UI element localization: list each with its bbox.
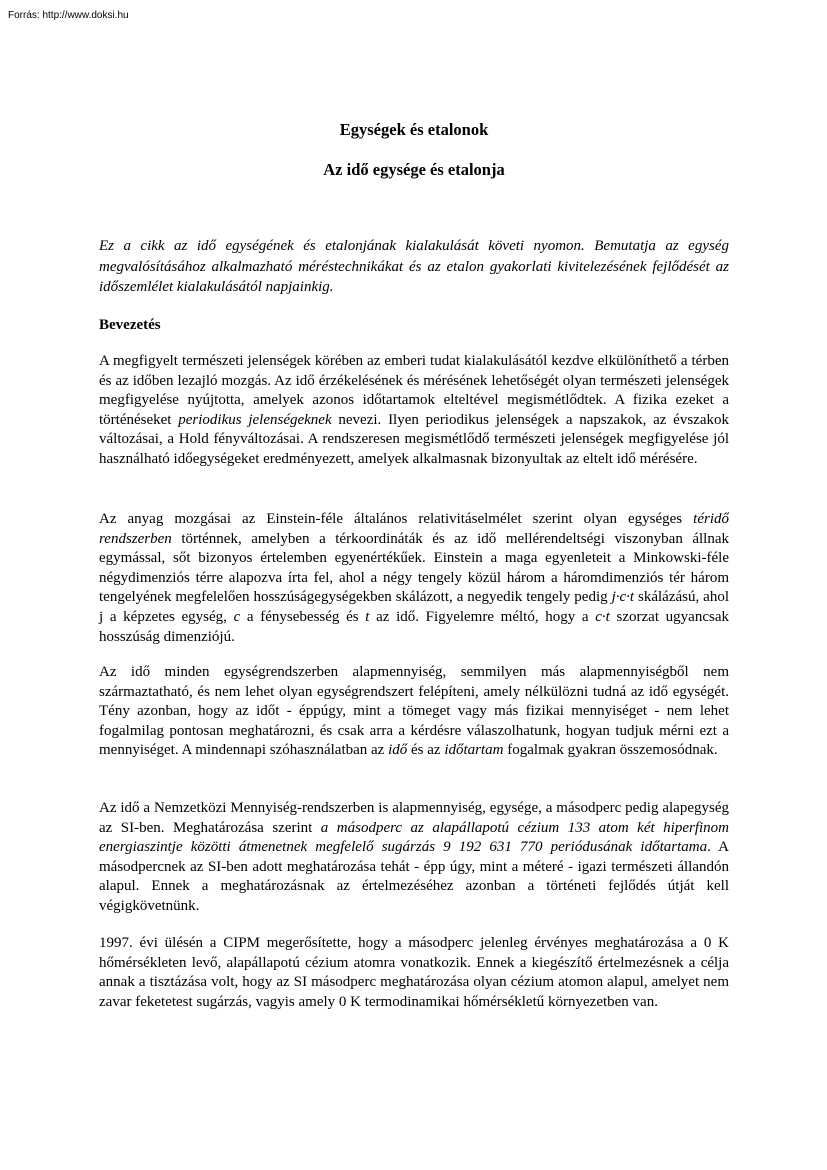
abstract: Ez a cikk az idő egységének és etalonjának kialakulását követi nyomon. Bemutatja az egység megvalósításához alkalmazható méréstechnikákat és az etalon gyakorlati kivitelezésének fejlődését az időszemlélet kialakulásától napjainkig. (99, 238, 729, 295)
paragraph-3: Az idő minden egységrendszerben alapmennyiség, semmilyen más alapmennyiségből nem származtatható, és nem lehet olyan egységrendszert felépíteni, amely nélkülözni tudná az idő egységét. Tény azonban, hogy az időt - éppúgy, mint a tömeget vagy más fizikai mennyiséget - nem lehet fogalmilag pontosan meghatározni, és csak arra a kérdésre válaszolhatunk, hogyan tudjuk mérni ezt a mennyiséget. A mindennapi szóhasználatban az idő és az időtartam fogalmak gyakran összemosódnak. (99, 664, 729, 759)
paragraph-2: Az anyag mozgásai az Einstein-féle általános relativitáselmélet szerint olyan egységes téridő rendszerben történnek, amelyben a térkoordináták és az idő mellérendeltségi viszonyban állnak egymással, sőt bizonyos értelemben egyenértékűek. Einstein a maga egyenleteit a Minkowski-féle négydimenziós térre alapozva írta fel, ahol a négy tengely közül három a háromdimenziós tér három tengelyének megfelelően hosszúságegységekben skálázott, a negyedik tengely pedig j·c·t skálázású, ahol j a képzetes egység, c a fénysebesség és t az idő. Figyelemre méltó, hogy a c·t szorzat ugyancsak hosszúság dimenziójú. (99, 511, 729, 645)
paragraph-5: 1997. évi ülésén a CIPM megerősítette, hogy a másodperc jelenleg érvényes meghatározása a 0 K hőmérsékleten levő, alapállapotú cézium atomra vonatkozik. Ennek a kiegészítő értelmezésnek a célja annak a tisztázása volt, hogy az SI másodperc meghatározása olyan cézium atomon alapul, amelyet nem zavar feketetest sugárzás, vagyis amely 0 K termodinamikai hőmérsékletű környezetben van. (99, 935, 729, 1010)
document-title: Egységek és etalonok (339, 120, 489, 139)
section-heading: Bevezetés (99, 317, 161, 333)
paragraph-4: Az idő a Nemzetközi Mennyiség-rendszerben is alapmennyiség, egysége, a másodperc pedig alapegység az SI-ben. Meghatározása szerint a másodperc az alapállapotú cézium 133 atom két hiperfinom energiaszintje közötti átmenetnek megfelelő sugárzás 9 192 631 770 periódusának időtartama. A másodpercnek az SI-ben adott meghatározása tehát - épp úgy, mint a méteré - igazi természeti állandón alapul. Ennek a meghatározásnak az értelmezéséhez azonban a történeti fejlődés útját kell végigkövetnünk. (99, 800, 729, 914)
paragraph-1: A megfigyelt természeti jelenségek körében az emberi tudat kialakulásától kezdve elkülöníthető a térben és az időben lezajló mozgás. Az idő érzékelésének és mérésének lehetőségét olyan természeti jelenségek megfigyelése nyújtotta, amelyek azonos időtartamok elteltével megismétlődtek. A fizika ezeket a történéseket periodikus jelenségeknek nevezi. Ilyen periodikus jelenségek a napszakok, az évszakok változásai, a Hold fényváltozásai. A rendszeresen megismétlődő természeti jelenségek megfigyelése jól használható időegységeket eredményezett, amelyek alkalmasnak bizonyultak az eltelt idő mérésére. (99, 353, 729, 467)
document-subtitle: Az idő egysége és etalonja (323, 160, 505, 179)
source-note: Forrás: http://www.doksi.hu (8, 10, 129, 21)
